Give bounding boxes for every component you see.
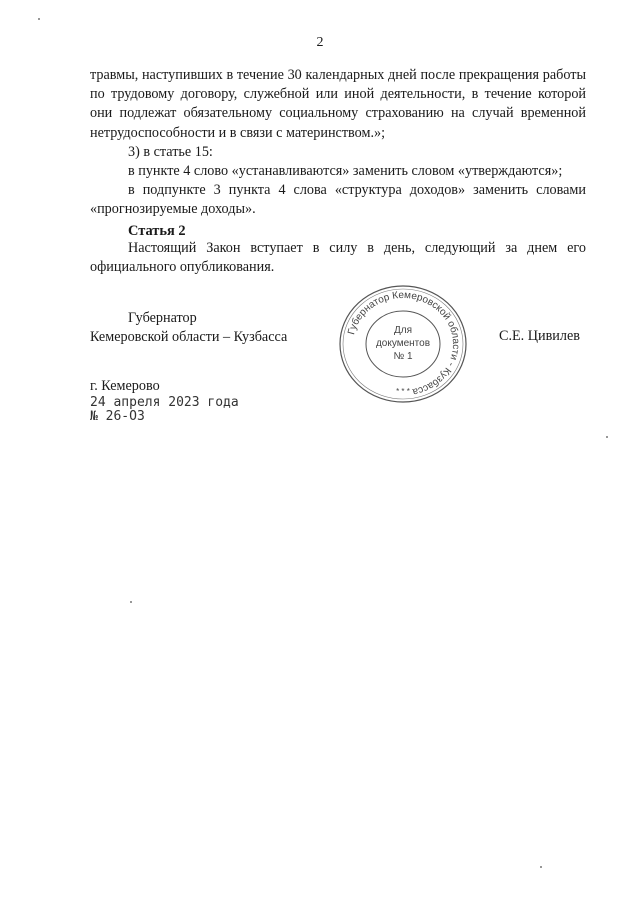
paragraph-continuation: травмы, наступивших в течение 30 календарных дней после прекращения работы по трудовому договору, служебной или иной деятельности, в течение которой они подлежат обязательному социальному страхованию на случай временной нетрудоспособности и в связи с материнством.»; [90, 67, 586, 141]
paragraph-item-3: 3) в статье 15: [128, 143, 213, 160]
page-number: 2 [316, 35, 324, 50]
seal-ring-text: Губернатор Кемеровской области - Кузбасса [346, 289, 462, 398]
scan-speck [606, 436, 608, 438]
article-title: Статья 2 [128, 223, 186, 239]
scan-speck [540, 866, 542, 868]
article-paragraph: Настоящий Закон вступает в силу в день, следующий за днем его официального опубликования. [90, 240, 586, 276]
signer-name: С.Е. Цивилев [499, 328, 580, 344]
signature-title [90, 309, 287, 347]
date-stamp [90, 396, 239, 424]
seal-center-line2: документов [375, 338, 431, 349]
paragraph-subpoint-3: в подпункте 3 пункта 4 слова «структура доходов» заменить словами «прогнозируемые доходы». [90, 182, 586, 218]
official-seal [337, 283, 469, 405]
signature-title-line1: Губернатор [128, 310, 197, 326]
seal-center-line3: № 1 [393, 351, 413, 362]
signature-title-line2: Кемеровской области – Кузбасса [90, 329, 288, 345]
scan-speck [130, 601, 132, 603]
law-date: 24 апреля 2023 года [90, 395, 239, 410]
scan-speck [38, 18, 40, 20]
law-number: № 26-ОЗ [90, 409, 145, 424]
city: г. Кемерово [90, 378, 160, 394]
article-body [90, 239, 586, 277]
seal-stars: * * * [396, 387, 410, 396]
seal-center-line1: Для [393, 325, 413, 336]
paragraph-point-4: в пункте 4 слово «устанавливаются» заменить словом «утверждаются»; [128, 163, 563, 180]
document-body [90, 66, 586, 220]
